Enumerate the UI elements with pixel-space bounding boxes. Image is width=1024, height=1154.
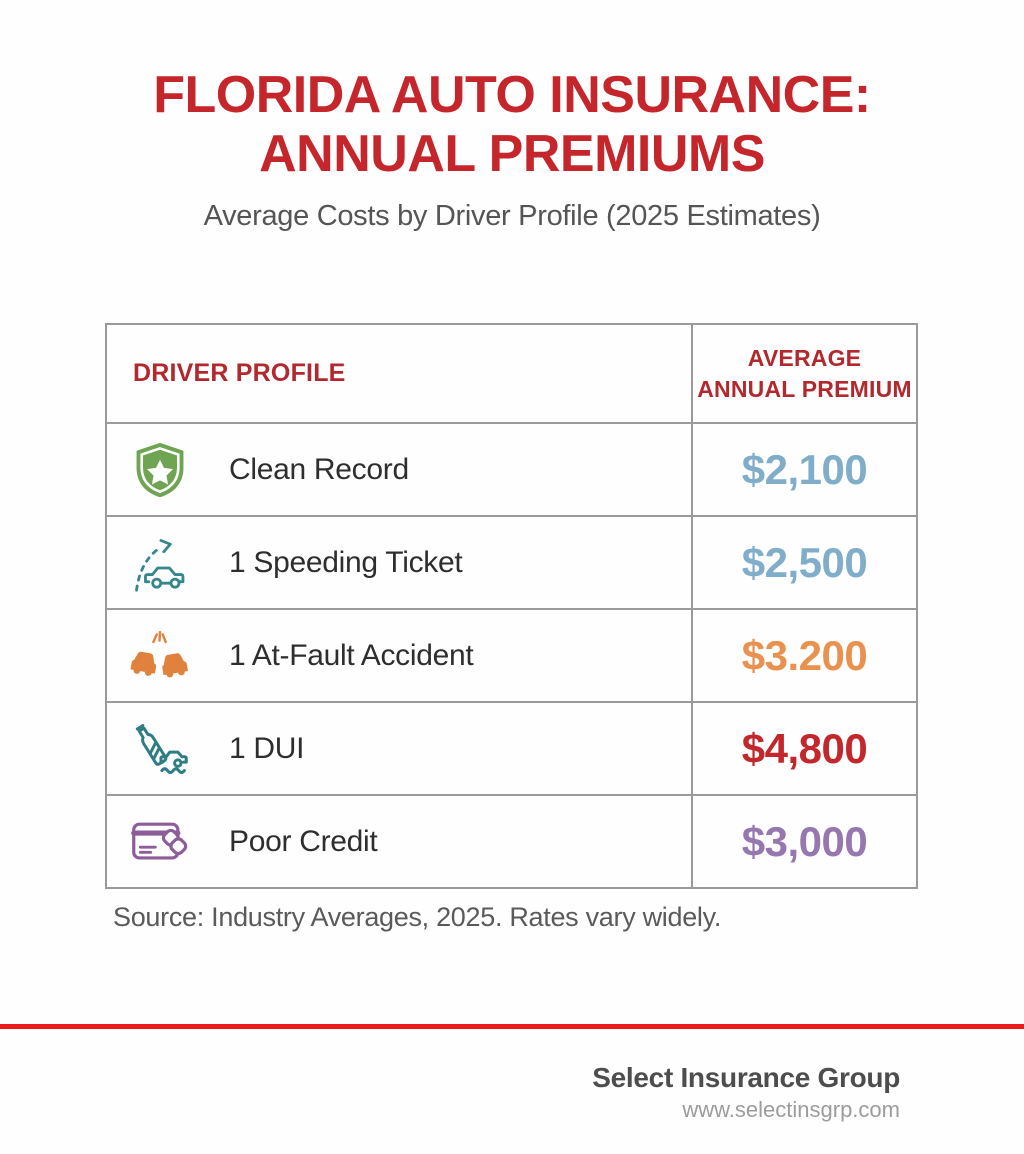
column-header-driver-profile: DRIVER PROFILE bbox=[133, 359, 346, 387]
driver-profile-label: 1 Speeding Ticket bbox=[229, 545, 463, 579]
table-row-speeding-ticket bbox=[107, 515, 916, 608]
driver-profile-label: Clean Record bbox=[229, 452, 409, 486]
premium-value: $3.200 bbox=[741, 631, 868, 679]
premium-table bbox=[105, 323, 918, 889]
table-header-row bbox=[107, 325, 916, 422]
speeding-car-icon bbox=[130, 533, 190, 593]
table-row-poor-credit bbox=[107, 794, 916, 887]
dui-bottle-icon bbox=[130, 719, 190, 779]
shield-star-icon bbox=[130, 440, 190, 500]
column-header-average-annual-premium: AVERAGE ANNUAL PREMIUM bbox=[697, 344, 912, 402]
car-crash-icon bbox=[130, 626, 190, 686]
driver-profile-label: 1 At-Fault Accident bbox=[229, 638, 474, 672]
title-line-2: ANNUAL PREMIUMS bbox=[259, 125, 765, 183]
company-name: Select Insurance Group bbox=[592, 1062, 900, 1093]
credit-card-icon bbox=[130, 812, 190, 872]
brand-block bbox=[592, 1062, 900, 1123]
premium-value: $3,000 bbox=[741, 817, 868, 865]
premium-value: $4,800 bbox=[741, 724, 868, 772]
title-line-1: FLORIDA AUTO INSURANCE: bbox=[153, 66, 871, 124]
table-row-clean-record bbox=[107, 422, 916, 515]
company-website: www.selectinsgrp.com bbox=[682, 1097, 900, 1122]
premium-value: $2,100 bbox=[741, 445, 868, 493]
source-note: Source: Industry Averages, 2025. Rates vary widely. bbox=[113, 902, 722, 932]
table-row-at-fault-accident bbox=[107, 608, 916, 701]
premium-value: $2,500 bbox=[741, 538, 868, 586]
driver-profile-label: 1 DUI bbox=[229, 731, 305, 765]
page-subtitle: Average Costs by Driver Profile (2025 Estimates) bbox=[203, 200, 821, 232]
table-row-dui bbox=[107, 701, 916, 794]
driver-profile-label: Poor Credit bbox=[229, 824, 378, 858]
header bbox=[0, 66, 1024, 233]
red-divider-rule bbox=[0, 1024, 1024, 1029]
page-title bbox=[0, 66, 1024, 184]
